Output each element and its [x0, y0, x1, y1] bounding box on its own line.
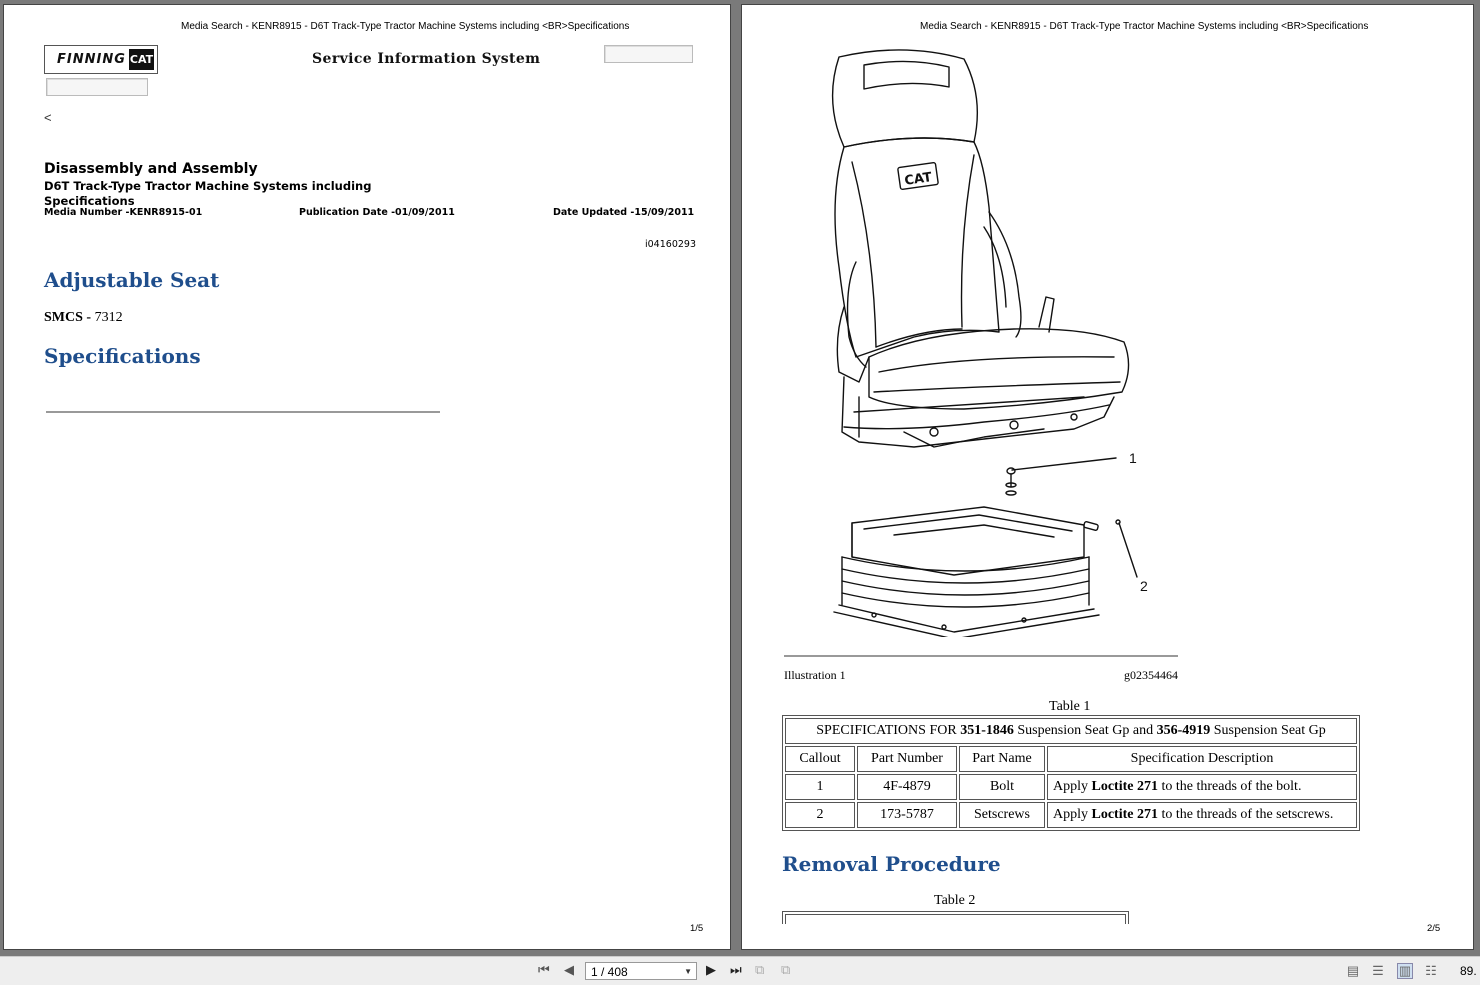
illustration-divider	[784, 655, 1178, 657]
smcs-label: SMCS -	[44, 310, 95, 325]
page-number-input[interactable]	[585, 962, 697, 980]
next-page-icon[interactable]: ▶	[706, 962, 716, 977]
column-header: Callout	[785, 746, 855, 772]
table-1-caption: Table 1	[1049, 699, 1091, 714]
table-row	[785, 774, 1357, 800]
chevron-down-icon[interactable]: ▼	[684, 967, 692, 976]
cell-description: Apply Loctite 271 to the threads of the setscrews.	[1047, 802, 1357, 828]
cell-callout: 1	[785, 774, 855, 800]
back-arrow-icon[interactable]: <	[44, 110, 52, 125]
page-header: Media Search - KENR8915 - D6T Track-Type Tractor Machine Systems including <BR>Specifications	[920, 21, 1369, 32]
page-number: 2/5	[1427, 923, 1441, 934]
rotate-page-icon[interactable]: ⧉	[755, 962, 765, 977]
section-heading-removal: Removal Procedure	[782, 852, 1001, 876]
page-1	[3, 4, 731, 950]
table-title-row	[785, 718, 1357, 744]
seat-illustration	[784, 37, 1184, 637]
cell-callout: 2	[785, 802, 855, 828]
illustration-id: g02354464	[1124, 668, 1178, 682]
smcs-value: 7312	[94, 310, 123, 325]
section-heading-specifications: Specifications	[44, 344, 201, 368]
table-2-partial	[782, 911, 1129, 924]
page-indicator: 1 / 408	[591, 965, 628, 979]
table-2-caption: Table 2	[934, 893, 976, 908]
cell-description: Apply Loctite 271 to the threads of the bolt.	[1047, 774, 1357, 800]
callout-1: 1	[1129, 450, 1137, 466]
finning-cat-logo	[44, 45, 158, 74]
callout-2: 2	[1140, 578, 1148, 594]
table-title: SPECIFICATIONS FOR 351-1846 Suspension Seat Gp and 356-4919 Suspension Seat Gp	[785, 718, 1357, 744]
page-number: 1/5	[690, 923, 704, 934]
copy-page-icon[interactable]: ⧉	[781, 962, 791, 977]
table-header-row	[785, 746, 1357, 772]
media-number: Media Number -KENR8915-01	[44, 207, 203, 218]
doc-title: D6T Track-Type Tractor Machine Systems including Specifications	[44, 179, 372, 208]
last-page-icon[interactable]: ⏭	[730, 962, 742, 977]
column-header: Specification Description	[1047, 746, 1357, 772]
two-page-view-icon[interactable]: ▥	[1398, 963, 1412, 978]
first-page-icon[interactable]: ⏮	[538, 962, 550, 977]
cell-part-name: Setscrews	[959, 802, 1045, 828]
single-page-view-icon[interactable]: ▤	[1346, 963, 1360, 978]
previous-page-icon[interactable]: ◀	[564, 962, 574, 977]
sis-title: Service Information System	[312, 51, 541, 67]
doc-id: i04160293	[645, 239, 696, 250]
nav-button-placeholder[interactable]	[46, 78, 148, 96]
page-title: Adjustable Seat	[44, 268, 220, 292]
viewer-toolbar	[0, 956, 1480, 985]
doc-type: Disassembly and Assembly	[44, 161, 258, 177]
cat-badge: CAT	[129, 49, 154, 70]
table-row	[785, 802, 1357, 828]
divider	[46, 411, 440, 413]
cell-part-number: 4F-4879	[857, 774, 957, 800]
page-header: Media Search - KENR8915 - D6T Track-Type Tractor Machine Systems including <BR>Specifications	[181, 21, 630, 32]
cell-part-name: Bolt	[959, 774, 1045, 800]
seat-cat-badge: CAT	[903, 170, 933, 189]
publication-date: Publication Date -01/09/2011	[299, 207, 455, 218]
header-button-placeholder[interactable]	[604, 45, 693, 63]
finning-wordmark: FINNING	[57, 52, 126, 67]
column-header: Part Name	[959, 746, 1045, 772]
specifications-table	[782, 715, 1360, 831]
continuous-view-icon[interactable]: ☰	[1372, 963, 1384, 978]
zoom-level[interactable]: 89.	[1460, 964, 1477, 978]
date-updated: Date Updated -15/09/2011	[553, 207, 695, 218]
cell-part-number: 173-5787	[857, 802, 957, 828]
page-2	[741, 4, 1474, 950]
illustration-label: Illustration 1	[784, 668, 846, 682]
column-header: Part Number	[857, 746, 957, 772]
two-page-continuous-view-icon[interactable]: ☷	[1425, 963, 1437, 978]
smcs-code	[44, 310, 123, 326]
